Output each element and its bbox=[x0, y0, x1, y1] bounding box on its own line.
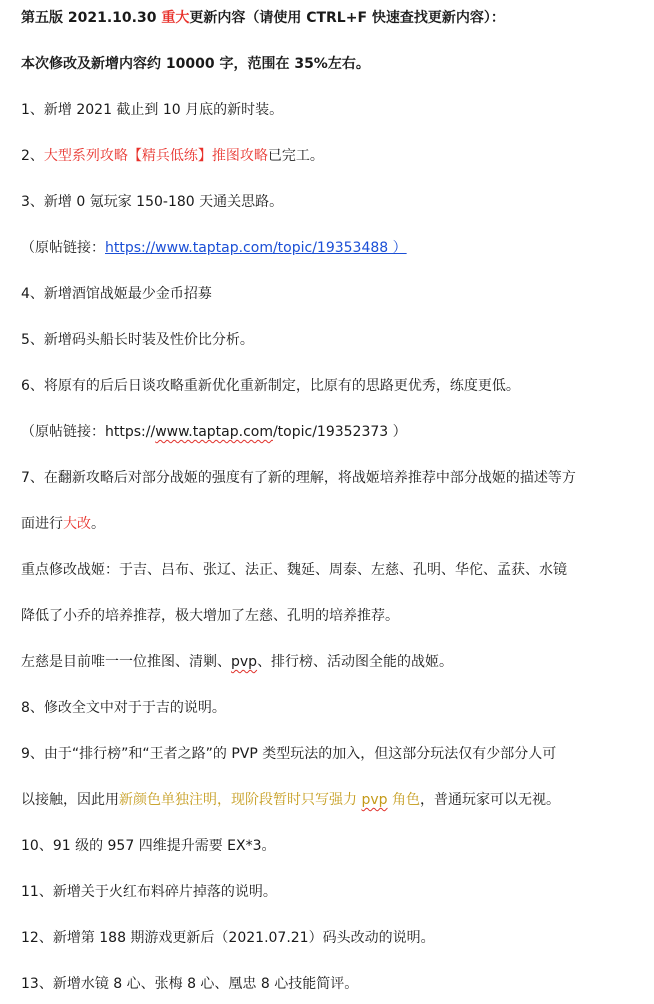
source-link-line-1: （原帖链接：https://www.taptap.com/topic/19353488 ） bbox=[21, 240, 407, 256]
focus-heroines-line-1: 重点修改战姬：于吉、吕布、张辽、法正、魏延、周泰、左慈、孔明、华佗、孟获、水镜 bbox=[21, 562, 567, 578]
source-link-1[interactable]: https://www.taptap.com/topic/19353488 ） bbox=[105, 240, 407, 256]
update-item-7-line-2: 面进行大改。 bbox=[21, 516, 105, 532]
zuoci-note: 左慈是目前唯一一位推图、清剿、pvp、排行榜、活动图全能的战姬。 bbox=[21, 654, 454, 670]
update-item-9-line-2: 以接触，因此用新颜色单独注明，现阶段暂时只写强力 pvp 角色，普通玩家可以无视。 bbox=[21, 792, 560, 808]
update-item-6: 6、将原有的后后日谈攻略重新优化重新制定，比原有的思路更优秀，练度更低。 bbox=[21, 378, 520, 394]
update-item-7-line-1: 7、在翻新攻略后对部分战姬的强度有了新的理解，将战姬培养推荐中部分战姬的描述等方 bbox=[21, 470, 576, 486]
update-item-11: 11、新增关于火红布料碎片掉落的说明。 bbox=[21, 884, 277, 900]
item-9-pvp-word: pvp bbox=[361, 792, 388, 808]
update-item-2: 2、大型系列攻略【精兵低练】推图攻略已完工。 bbox=[21, 148, 324, 164]
update-item-12: 12、新增第 188 期游戏更新后（2021.07.21）码头改动的说明。 bbox=[21, 930, 435, 946]
heading-highlight: 重大 bbox=[161, 10, 190, 26]
version-heading: 第五版 2021.10.30 重大更新内容（请使用 CTRL+F 快速查找更新内容）： bbox=[21, 10, 505, 26]
focus-heroines-line-2: 降低了小乔的培养推荐，极大增加了左慈、孔明的培养推荐。 bbox=[21, 608, 399, 624]
update-item-8: 8、修改全文中对于于吉的说明。 bbox=[21, 700, 226, 716]
item-7-highlight: 大改 bbox=[63, 516, 91, 532]
update-item-3: 3、新增 0 氪玩家 150-180 天通关思路。 bbox=[21, 194, 284, 210]
update-item-10: 10、91 级的 957 四维提升需要 EX*3。 bbox=[21, 838, 276, 854]
update-item-13: 13、新增水镜 8 心、张梅 8 心、凰忠 8 心技能简评。 bbox=[21, 976, 359, 992]
update-item-9-line-1: 9、由于“排行榜”和“王者之路”的 PVP 类型玩法的加入，但这部分玩法仅有少部分人可 bbox=[21, 746, 557, 762]
update-item-5: 5、新增码头船长时装及性价比分析。 bbox=[21, 332, 254, 348]
update-summary: 本次修改及新增内容约 10000 字，范围在 35%左右。 bbox=[21, 56, 370, 72]
update-item-4: 4、新增酒馆战姬最少金币招募 bbox=[21, 286, 212, 302]
source-link-2-domain: www.taptap.com bbox=[155, 424, 273, 440]
item-9-gold-text: 新颜色单独注明，现阶段暂时只写强力 pvp 角色 bbox=[119, 792, 420, 808]
zuoci-pvp-word: pvp bbox=[231, 654, 258, 670]
item-2-highlight: 大型系列攻略【精兵低练】推图攻略 bbox=[43, 148, 268, 164]
update-item-1: 1、新增 2021 截止到 10 月底的新时装。 bbox=[21, 102, 284, 118]
source-link-line-2: （原帖链接：https://www.taptap.com/topic/19352373 ） bbox=[21, 424, 407, 440]
